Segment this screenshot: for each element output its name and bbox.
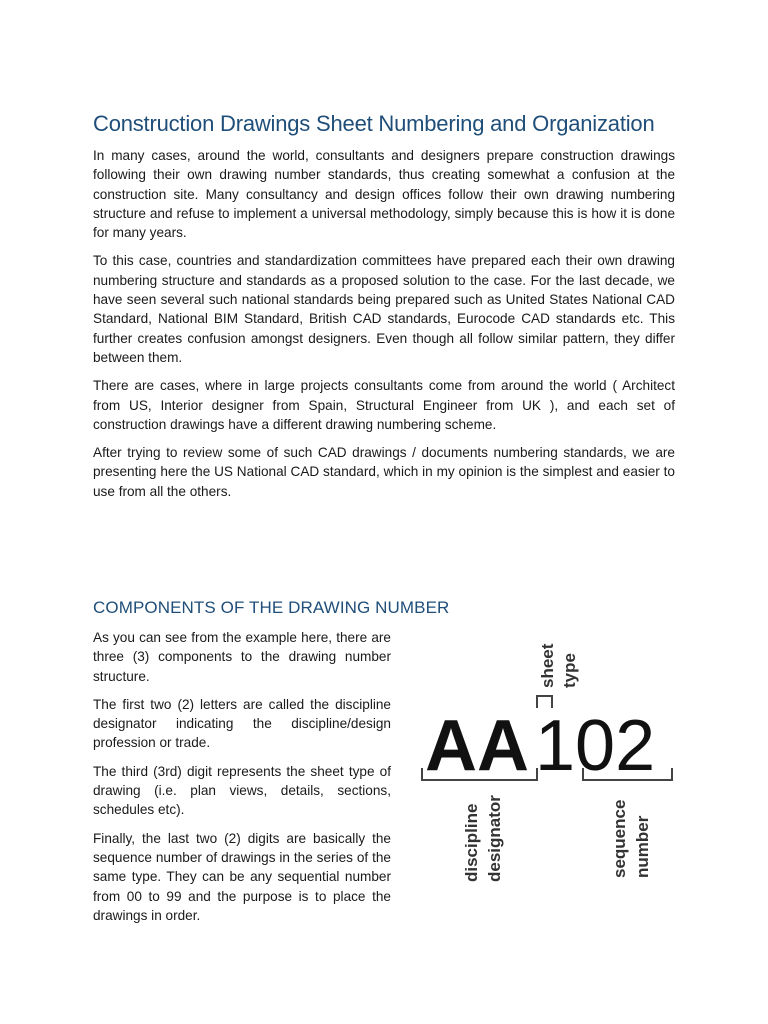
components-paragraph: Finally, the last two (2) digits are basically the sequence number of drawings in the series of the same type. They can be any sequential number from 00 to 99 and the purpose is to place the drawings in order. [93, 830, 391, 923]
components-text [93, 628, 391, 934]
intro-paragraph: To this case, countries and standardization committees have prepared each their own drawing numbering structure and standards as a proposed solution to the case. For the last decade, we have seen several such national standards being prepared such as United States National CAD Standard, National BIM Standard, British CAD standards, Eurocode CAD standards etc. This further creates confusion amongst designers. Even though all follow similar pattern, they differ between them. [93, 253, 675, 365]
section-heading: COMPONENTS OF THE DRAWING NUMBER [93, 598, 450, 617]
label-designator: designator [485, 795, 504, 882]
intro-section [93, 146, 675, 501]
intro-paragraph: There are cases, where in large projects consultants come from around the world ( Architect from US, Interior designer from Spain, Structural Engineer from UK ), and each set of construction drawings have a different drawing numbering scheme. [93, 378, 675, 432]
intro-paragraph: After trying to review some of such CAD drawings / documents numbering standards, we are presenting here the US National CAD standard, which in my opinion is the simplest and easier to use from all the others. [93, 445, 675, 499]
drawing-number-diagram [415, 630, 685, 890]
intro-paragraph: In many cases, around the world, consultants and designers prepare construction drawings following their own drawing number standards, thus creating somewhat a confusion at the construction site. Many consultancy and design offices follow their own drawing numbering structure and refuse to implement a universal methodology, simply because this is how it is done for many years. [93, 148, 675, 241]
diagram-letters: AA [425, 706, 529, 786]
drawing-number-svg [415, 630, 685, 890]
label-type: type [560, 653, 579, 688]
document-body [93, 108, 675, 510]
components-paragraph: As you can see from the example here, there are three (3) components to the drawing number structure. [93, 630, 391, 684]
components-paragraph: The first two (2) letters are called the discipline designator indicating the discipline/design profession or trade. [93, 696, 391, 751]
diagram-digits: 102 [535, 706, 656, 786]
label-sheet: sheet [538, 643, 557, 688]
page-title: Construction Drawings Sheet Numbering and Organization [93, 111, 655, 136]
components-paragraph: The third (3rd) digit represents the sheet type of drawing (i.e. plan views, details, sections, schedules etc). [93, 763, 391, 818]
label-discipline: discipline [462, 803, 481, 882]
label-sequence: sequence [610, 799, 629, 878]
label-number: number [633, 815, 652, 878]
